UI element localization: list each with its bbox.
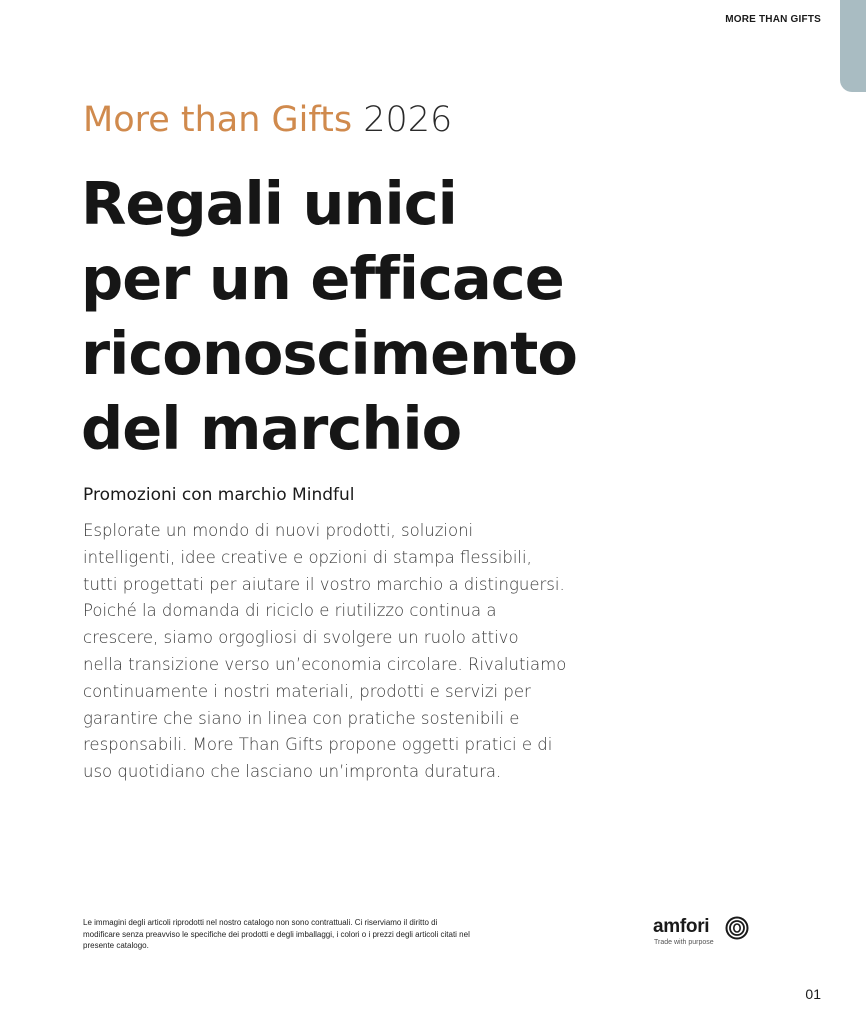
- kicker: [83, 98, 452, 142]
- page-number: 01: [805, 986, 821, 1002]
- kicker-brand: More than Gifts: [83, 100, 353, 140]
- subtitle: Promozioni con marchio Mindful: [83, 485, 355, 505]
- body-line: uso quotidiano che lasciano un’impronta duratura.: [83, 762, 502, 782]
- body-line: crescere, siamo orgogliosi di svolgere un ruolo attivo: [83, 628, 519, 648]
- edge-tab: [840, 0, 866, 92]
- body-line: intelligenti, idee creative e opzioni di stampa flessibili,: [83, 547, 532, 567]
- body-line: garantire che siano in linea con pratiche sostenibili e: [83, 708, 520, 728]
- disclaimer-line: modificare senza preavviso le specifiche dei prodotti e degli imballaggi, i colori o i prezzi degli articoli citati nel: [83, 929, 470, 939]
- body-line: Poiché la domanda di riciclo e riutilizzo continua a: [83, 601, 497, 621]
- disclaimer-line: Le immagini degli articoli riprodotti nel nostro catalogo non sono contrattuali. Ci riserviamo il diritto di: [83, 918, 438, 927]
- title-line: per un efficace: [81, 244, 564, 313]
- amfori-ring-icon: [725, 916, 749, 940]
- body-line: nella transizione verso un’economia circolare. Rivalutiamo: [83, 654, 567, 674]
- kicker-year: 2026: [363, 100, 453, 140]
- disclaimer-line: presente catalogo.: [83, 941, 149, 950]
- section-label: MORE THAN GIFTS: [725, 14, 821, 25]
- body-line: Esplorate un mondo di nuovi prodotti, soluzioni: [83, 521, 474, 540]
- amfori-logo: [653, 913, 763, 953]
- title-line: riconoscimento: [81, 319, 577, 388]
- body-line: responsabili. More Than Gifts propone oggetti pratici e di: [83, 735, 553, 755]
- body-paragraph: [83, 518, 613, 786]
- page-title: [81, 166, 641, 466]
- body-line: continuamente i nostri materiali, prodotti e servizi per: [83, 681, 531, 701]
- title-line: del marchio: [81, 394, 462, 463]
- amfori-wordmark: amfori: [653, 916, 710, 937]
- title-line: Regali unici: [81, 169, 457, 238]
- amfori-tagline: Trade with purpose: [654, 939, 714, 946]
- body-line: tutti progettati per aiutare il vostro marchio a distinguersi.: [83, 574, 565, 594]
- disclaimer: [83, 917, 513, 952]
